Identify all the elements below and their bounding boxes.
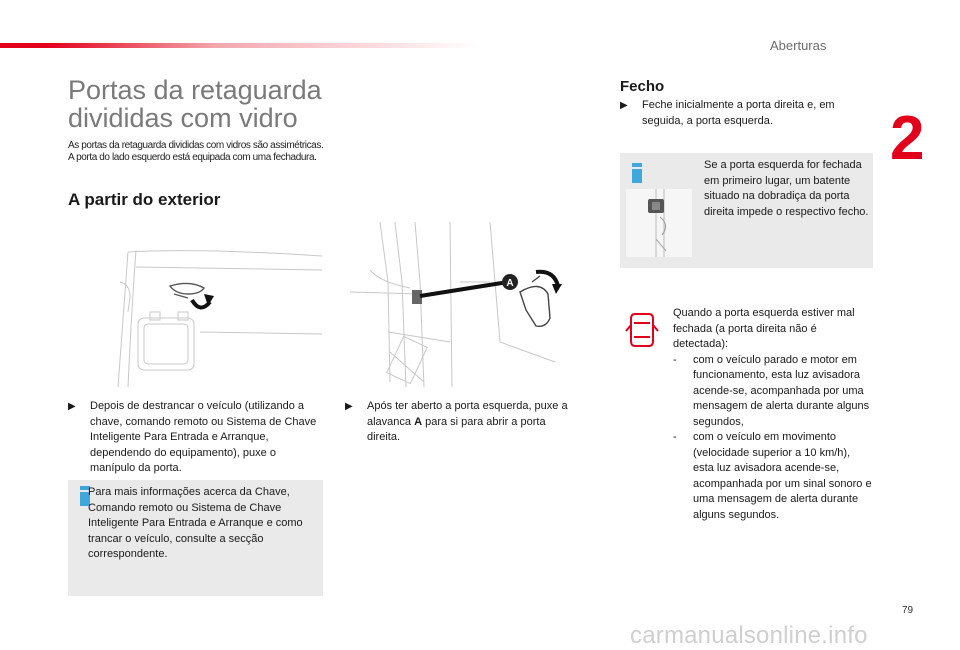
lever-arrow-icon [552, 284, 562, 294]
lever-a-illustration [340, 222, 565, 392]
info-box-keys-text: Para mais informações acerca da Chave, Comando remoto ou Sistema de Chave Inteligente Para Entrada e Arranque e como trancar o veículo, consulte a secção correspondente. [88, 486, 303, 560]
hinge-stop-image [626, 189, 692, 257]
pointing-triangle-icon: ▶︎ [345, 401, 353, 412]
page-title-line1: Portas da retaguarda [68, 75, 322, 105]
step2-text: Após ter aberto a porta esquerda, puxe a alavanca A para si para abrir a porta direita. [367, 400, 568, 443]
door-open-warning-icon [625, 311, 659, 349]
step1-text: Depois de destrancar o veículo (utilizando a chave, comando remoto ou Sistema de Chave Inteligente Para Entrada e Arranque, dependendo do equipamento), puxe o manípulo da porta. [90, 400, 317, 474]
step2-block [345, 399, 580, 446]
info-box-closing-text: Se a porta esquerda for fechada em primeiro lugar, um batente situado na dobradiça da porta direita impede o respectivo fecho. [704, 159, 869, 218]
chapter-number: 2 [890, 104, 925, 173]
warning-item: - com o veículo em movimento (velocidade superior a 10 km/h), esta luz avisadora acende-se, acompanhada por um sinal sonoro e uma mensagem de alerta durante alguns segundos. [673, 431, 872, 521]
page-title-line2: divididas com vidro [68, 103, 298, 133]
subheading-exterior: A partir do exterior [68, 190, 221, 209]
pointing-triangle-icon: ▶︎ [620, 100, 628, 111]
callout-a-label: A [506, 278, 514, 289]
pointing-triangle-icon: ▶︎ [68, 401, 76, 412]
intro-text [68, 140, 338, 163]
warning-intro: Quando a porta esquerda estiver mal fechada (a porta direita não é detectada): [673, 307, 855, 350]
header-accent-bar [0, 43, 480, 48]
step1-block [68, 399, 323, 477]
warning-block [673, 306, 873, 523]
page-title [68, 76, 388, 132]
intro-line1: As portas da retaguarda divididas com vidros são assimétricas. [68, 140, 324, 151]
info-box-keys [68, 480, 323, 596]
step-close-text: Feche inicialmente a porta direita e, em seguida, a porta esquerda. [642, 99, 835, 127]
intro-line2: A porta do lado esquerdo está equipada com uma fechadura. [68, 151, 317, 163]
heading-fecho: Fecho [620, 78, 665, 95]
footer-watermark[interactable]: carmanualsonline.info [630, 622, 868, 649]
section-label: Aberturas [770, 38, 827, 53]
info-icon [632, 163, 642, 183]
door-handle-illustration [100, 222, 325, 392]
page-number: 79 [902, 605, 914, 616]
step-close-block [620, 98, 870, 129]
warning-item: - com o veículo parado e motor em funcionamento, esta luz avisadora acende-se, acompanhada por uma mensagem de alerta durante alguns segundos, [673, 353, 870, 428]
info-box-closing [620, 153, 873, 268]
